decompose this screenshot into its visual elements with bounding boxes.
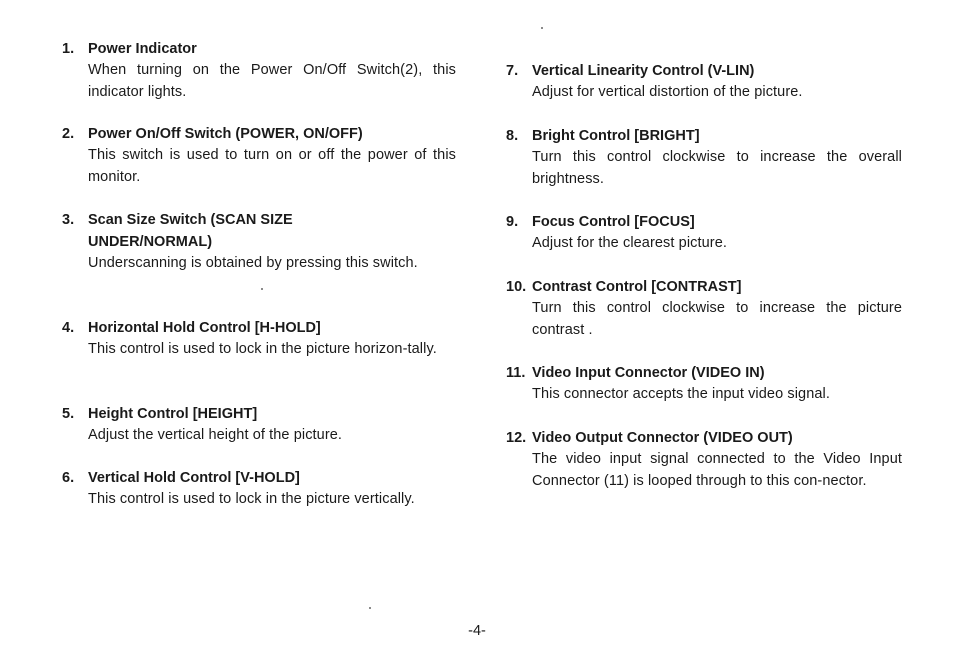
item-title: Video Output Connector (VIDEO OUT)	[532, 430, 793, 446]
item-description: When turning on the Power On/Off Switch(2), this indicator lights.	[88, 62, 456, 100]
scan-speck	[369, 607, 371, 609]
item-description: Turn this control clockwise to increase the overall brightness.	[532, 149, 902, 187]
item-title: Vertical Hold Control [V-HOLD]	[88, 470, 300, 486]
item-title: Power On/Off Switch (POWER, ON/OFF)	[88, 126, 363, 142]
item-number: 12.	[506, 430, 527, 446]
item-title: Bright Control [BRIGHT]	[532, 128, 700, 144]
item-title-line2: UNDER/NORMAL)	[88, 234, 213, 250]
item-title: Vertical Linearity Control (V-LIN)	[532, 63, 755, 79]
item-number: 4.	[62, 320, 75, 336]
item-title: Contrast Control [CONTRAST]	[532, 279, 742, 295]
scan-speck	[541, 27, 543, 29]
item-title: Height Control [HEIGHT]	[88, 406, 258, 422]
list-item	[62, 123, 458, 188]
item-number: 11.	[506, 365, 526, 381]
list-item	[62, 209, 458, 275]
item-title: Focus Control [FOCUS]	[532, 214, 695, 230]
item-title: Horizontal Hold Control [H-HOLD]	[88, 320, 321, 336]
page-number: -4-	[468, 623, 486, 639]
item-description: This control is used to lock in the picture horizon-tally.	[88, 341, 437, 357]
item-number: 7.	[506, 63, 519, 79]
item-title: Power Indicator	[88, 41, 197, 57]
item-number: 10.	[506, 279, 527, 295]
item-number: 6.	[62, 470, 75, 486]
item-title: Scan Size Switch (SCAN SIZE	[88, 212, 293, 228]
item-description: Turn this control clockwise to increase the picture contrast .	[532, 300, 902, 338]
item-description: Adjust the vertical height of the picture.	[88, 427, 343, 443]
item-title: Video Input Connector (VIDEO IN)	[532, 365, 765, 381]
item-description: The video input signal connected to the Video Input Connector (11) is looped through to this con-nector.	[532, 451, 902, 489]
list-item	[62, 467, 458, 511]
item-description: This control is used to lock in the picture vertically.	[88, 491, 415, 507]
item-number: 1.	[62, 41, 75, 57]
item-description: This switch is used to turn on or off the power of this monitor.	[88, 147, 456, 185]
list-item	[506, 276, 902, 341]
item-number: 8.	[506, 128, 519, 144]
list-item	[506, 211, 902, 255]
list-item	[62, 317, 458, 361]
item-description: Underscanning is obtained by pressing this switch.	[88, 255, 418, 271]
scan-speck	[261, 288, 263, 290]
item-number: 5.	[62, 406, 75, 422]
item-number: 3.	[62, 212, 75, 228]
list-item	[506, 60, 902, 104]
item-description: This connector accepts the input video signal.	[532, 386, 830, 402]
item-description: Adjust for vertical distortion of the picture.	[532, 84, 803, 100]
list-item	[62, 38, 458, 103]
item-description: Adjust for the clearest picture.	[532, 235, 728, 251]
list-item	[506, 125, 902, 190]
list-item	[506, 427, 902, 492]
item-number: 9.	[506, 214, 519, 230]
list-item	[62, 403, 458, 447]
list-item	[506, 362, 902, 406]
item-number: 2.	[62, 126, 75, 142]
